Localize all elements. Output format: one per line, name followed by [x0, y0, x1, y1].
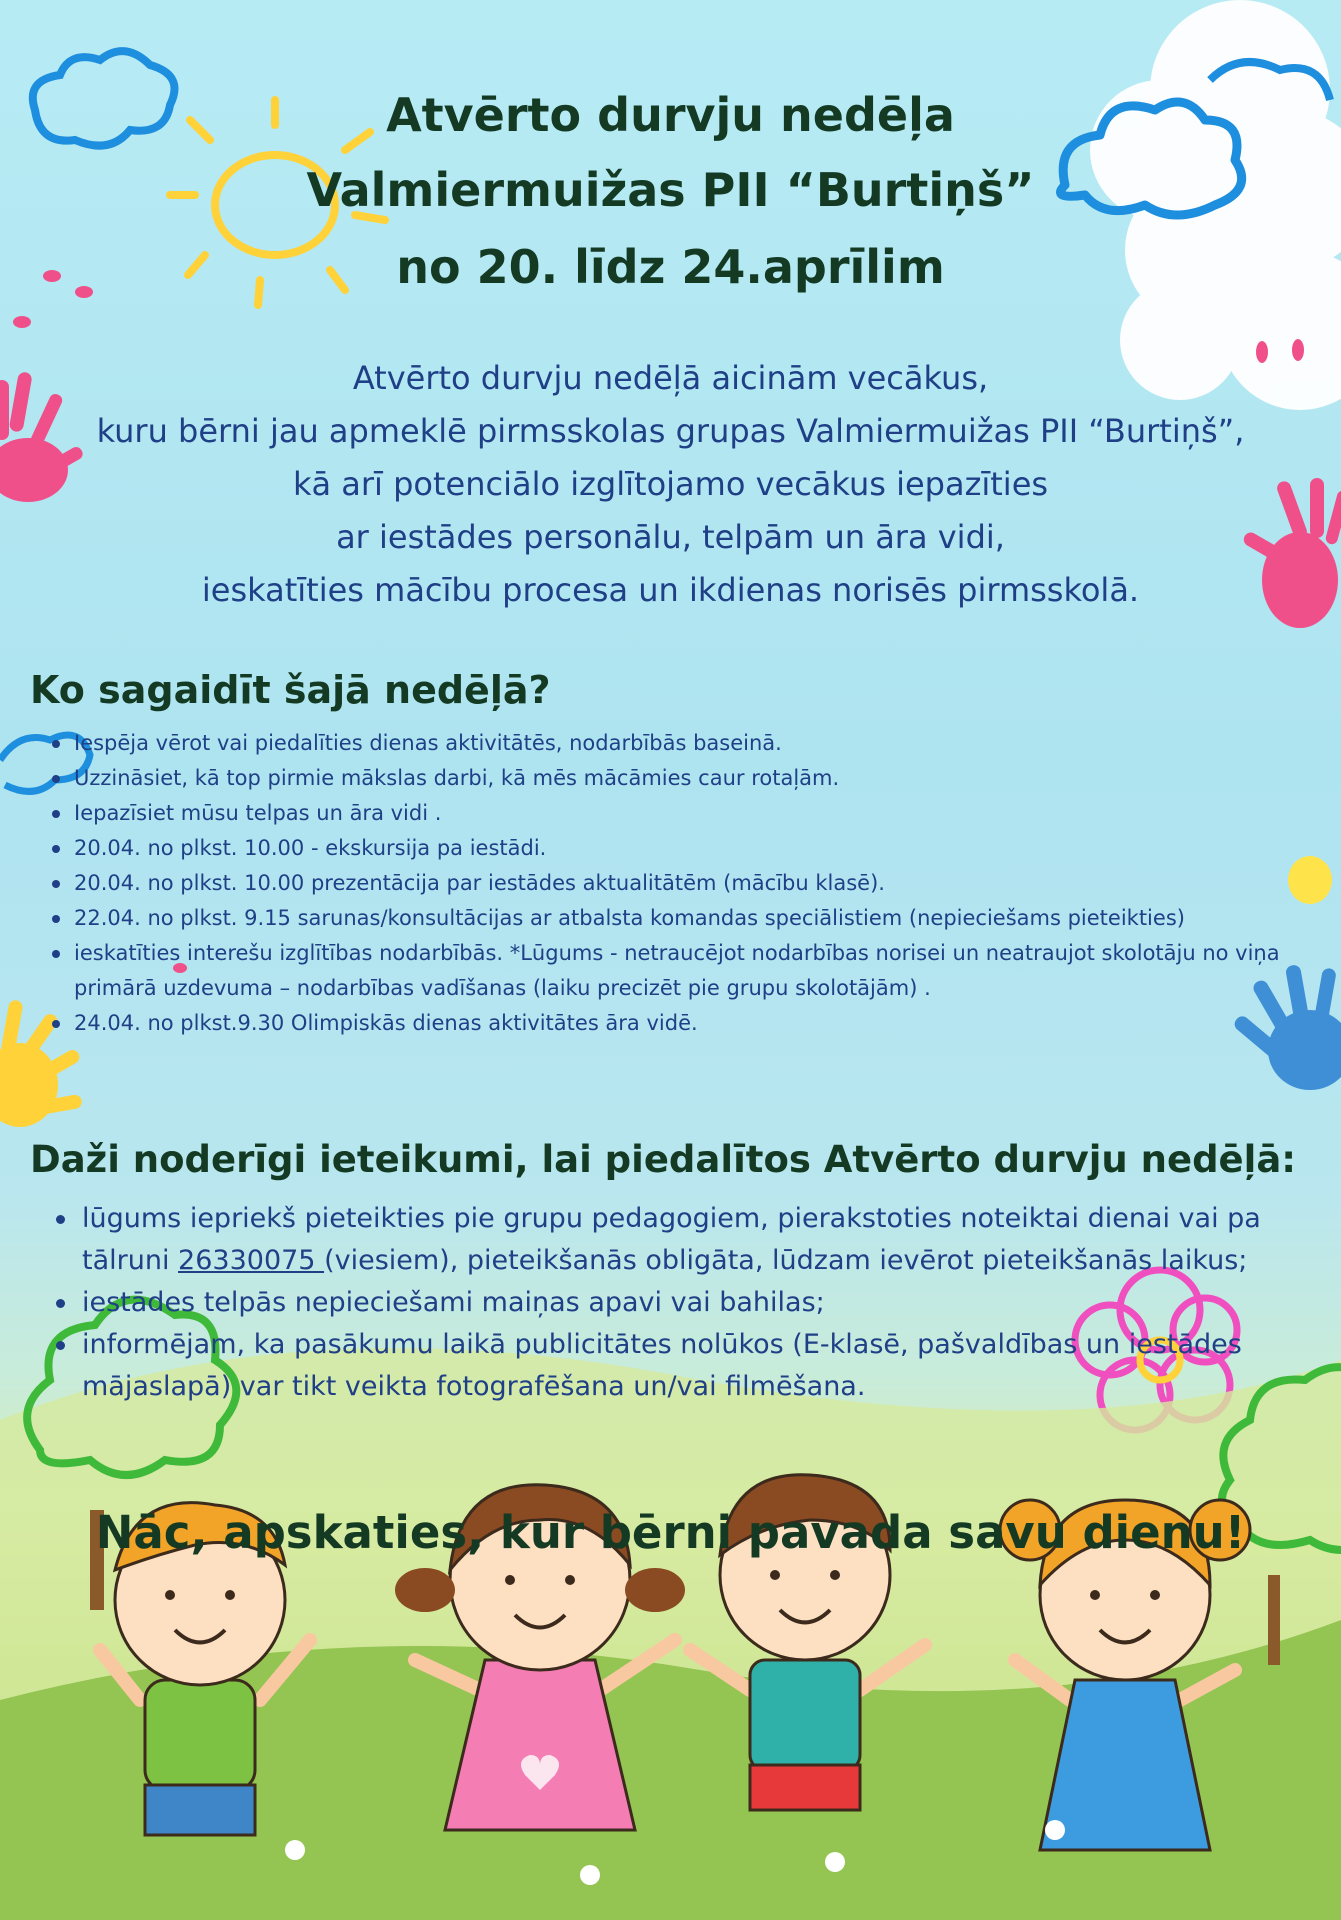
section-heading-what-to-expect: Ko sagaidīt šajā nedēļā?	[30, 668, 551, 712]
tips-list	[52, 1198, 1322, 1408]
tree-trunk-right	[1268, 1575, 1280, 1665]
list-item: 20.04. no plkst. 10.00 prezentācija par iestādes aktualitātēm (mācību klasē).	[52, 866, 1322, 901]
list-item: iestādes telpās nepieciešami maiņas apavi vai bahilas;	[52, 1282, 1322, 1324]
tip-text: (viesiem), pieteikšanās obligāta, lūdzam ievērot pieteikšanās laikus;	[324, 1245, 1248, 1276]
list-item: 24.04. no plkst.9.30 Olimpiskās dienas aktivitātes āra vidē.	[52, 1006, 1322, 1041]
activities-list	[52, 726, 1322, 1041]
intro-line: ar iestādes personālu, telpām un āra vidi,	[336, 518, 1005, 556]
list-item: Uzzināsiet, kā top pirmie mākslas darbi, kā mēs mācāmies caur rotaļām.	[52, 761, 1322, 796]
tip-text: lūgums iepriekš pieteikties pie grupu pedagogiem, pierakstoties noteiktai dienai vai pa tālruni	[82, 1203, 1261, 1276]
phone-link[interactable]: 26330075	[178, 1245, 325, 1276]
intro-line: kā arī potenciālo izglītojamo vecākus iepazīties	[292, 465, 1049, 503]
intro-line: ieskatīties mācību procesa un ikdienas norisēs pirmsskolā.	[201, 571, 1140, 609]
list-item: 20.04. no plkst. 10.00 - ekskursija pa iestādi.	[52, 831, 1322, 866]
intro-line: kuru bērni jau apmeklē pirmsskolas grupas Valmiermuižas PII “Burtiņš”,	[96, 412, 1245, 450]
list-item: informējam, ka pasākumu laikā publicitātes nolūkos (E-klasē, pašvaldības un iestādes mājaslapā) var tikt veikta fotografēšana un/vai filmēšana.	[52, 1324, 1322, 1408]
title-line-2: Valmiermuižas PII “Burtiņš”	[306, 163, 1035, 217]
intro-line: Atvērto durvju nedēļā aicinām vecākus,	[352, 359, 989, 397]
title-line-1: Atvērto durvju nedēļa	[386, 88, 955, 142]
list-item: Iepazīsiet mūsu telpas un āra vidi .	[52, 796, 1322, 831]
list-item: 22.04. no plkst. 9.15 sarunas/konsultācijas ar atbalsta komandas speciālistiem (nepieciešams pieteikties)	[52, 901, 1322, 936]
list-item	[52, 1198, 1322, 1282]
list-item: ieskatīties interešu izglītības nodarbībās. *Lūgums - netraucējot nodarbības norisei un neatraujot skolotāju no viņa primārā uzdevuma – nodarbības vadīšanas (laiku precizēt pie grupu skolotājām) .	[52, 936, 1322, 1006]
title-line-3: no 20. līdz 24.aprīlim	[396, 240, 945, 294]
closing-slogan: Nāc, apskaties, kur bērni pavada savu dienu!	[95, 1506, 1246, 1559]
section-heading-tips: Daži noderīgi ieteikumi, lai piedalītos Atvērto durvju nedēļā:	[30, 1138, 1297, 1181]
list-item: Iespēja vērot vai piedalīties dienas aktivitātēs, nodarbībās baseinā.	[52, 726, 1322, 761]
intro-paragraph	[40, 352, 1301, 617]
